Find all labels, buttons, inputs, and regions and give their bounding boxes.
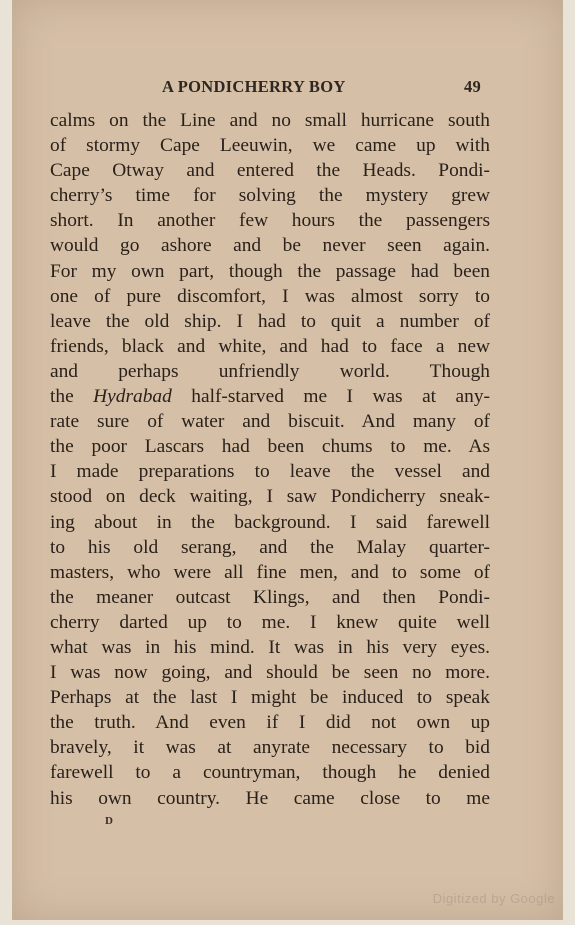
text-line: what was in his mind. It was in his very eyes. [50, 636, 490, 658]
text-line: the truth. And even if I did not own up [50, 712, 490, 734]
page-header [12, 73, 563, 101]
book-page [12, 0, 563, 920]
running-head: A PONDICHERRY BOY [162, 77, 346, 96]
text-line: leave the old ship. I had to quit a number of [50, 310, 490, 332]
text-line [50, 384, 490, 409]
ship-name-italic: Hydrabad [93, 386, 172, 408]
page-number: 49 [464, 77, 482, 96]
text-line: the poor Lascars had been chums to me. As [50, 436, 490, 458]
text-line: to his old serang, and the Malay quarter- [50, 536, 490, 558]
text-line: would go ashore and be never seen again. [50, 235, 490, 257]
text-line: friends, black and white, and had to face a new [50, 335, 490, 357]
text-line: the meaner outcast Klings, and then Pondi- [50, 586, 490, 608]
text-line: I made preparations to leave the vessel and [50, 461, 490, 483]
text-line: masters, who were all fine men, and to some of [50, 561, 490, 583]
text-line: bravely, it was at anyrate necessary to bid [50, 737, 490, 759]
text-line: Perhaps at the last I might be induced to speak [50, 687, 490, 709]
text-line: cherry darted up to me. I knew quite well [50, 611, 490, 633]
text-segment: the [50, 386, 94, 408]
text-line: stood on deck waiting, I saw Pondicherry sneak- [50, 486, 490, 508]
text-line: of stormy Cape Leeuwin, we came up with [50, 135, 490, 157]
text-line: Cape Otway and entered the Heads. Pondi- [50, 160, 490, 182]
text-line: one of pure discomfort, I was almost sorry to [50, 285, 490, 307]
watermark: Digitized by Google [432, 891, 555, 906]
text-line: farewell to a countryman, though he denied [50, 762, 490, 784]
body-text [50, 108, 490, 811]
text-segment: half-starved me I was at any- [171, 386, 490, 408]
text-line: For my own part, though the passage had been [50, 260, 490, 282]
text-line: calms on the Line and no small hurricane south [50, 110, 490, 131]
text-line: and perhaps unfriendly world. Though [50, 360, 490, 382]
text-line: ing about in the background. I said farewell [50, 511, 490, 533]
text-line: I was now going, and should be seen no more. [50, 662, 490, 684]
text-line: short. In another few hours the passengers [50, 210, 490, 232]
text-line: his own country. He came close to me [50, 787, 490, 809]
text-line: cherry’s time for solving the mystery grew [50, 185, 490, 207]
signature-mark: D [105, 815, 113, 827]
text-line: rate sure of water and biscuit. And many of [50, 411, 490, 433]
